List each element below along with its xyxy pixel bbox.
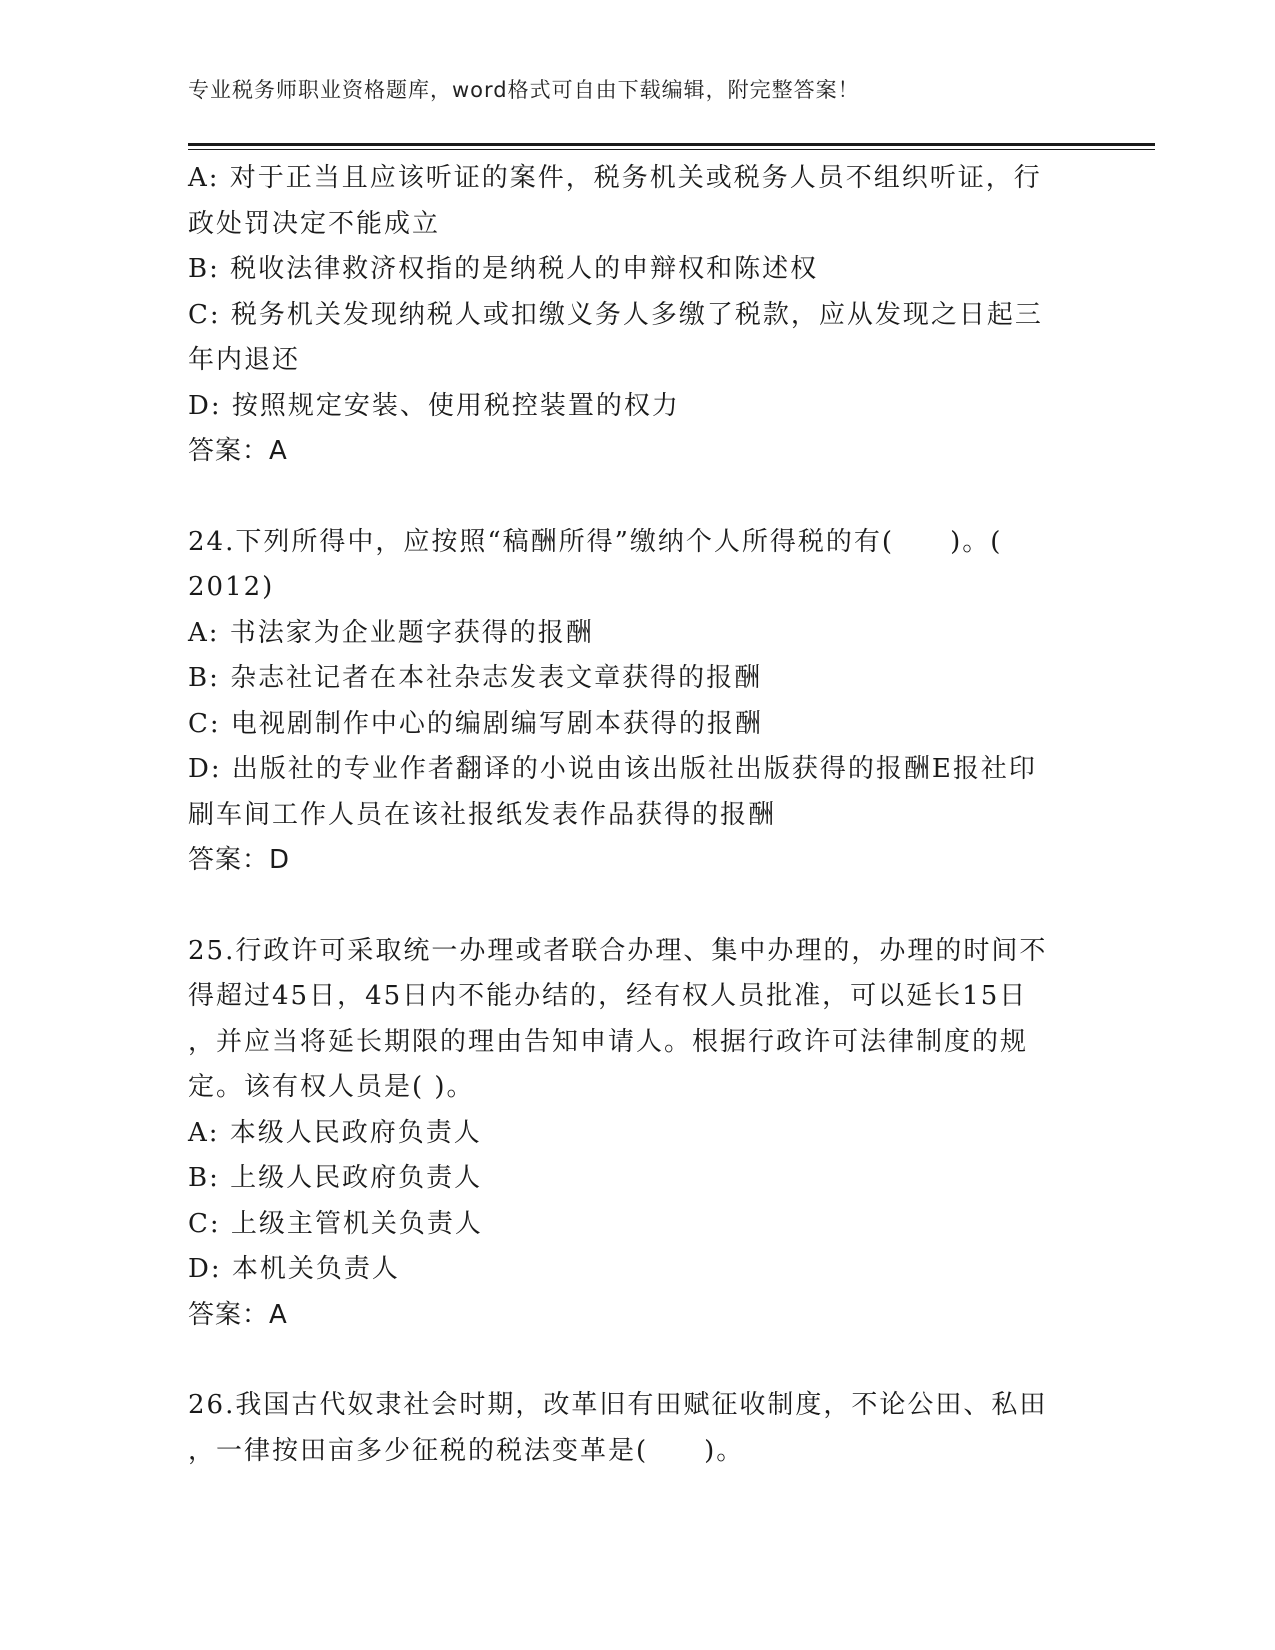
q25-stem: 25.行政许可采取统一办理或者联合办理、集中办理的，办理的时间不 得超过45日，45日内不能办结的，经有权人员批准，可以延长15日 ，并应当将延长期限的理由告知申请人。根据行政许可法律制度的规 定。该有权人员是( )。 bbox=[188, 935, 1048, 1102]
q24-option-b: B: 杂志社记者在本社杂志发表文章获得的报酬 bbox=[188, 663, 763, 693]
q24-answer: 答案：D bbox=[188, 845, 291, 875]
q23-option-d: D: 按照规定安装、使用税控装置的权力 bbox=[188, 390, 680, 421]
q25-answer: 答案：A bbox=[188, 1299, 288, 1330]
spacer bbox=[188, 884, 1088, 929]
q24-option-c: C: 电视剧制作中心的编剧编写剧本获得的报酬 bbox=[188, 708, 763, 739]
q24-option-a: A: 书法家为企业题字获得的报酬 bbox=[188, 617, 594, 648]
page-header: 专业税务师职业资格题库，word格式可自由下载编辑，附完整答案！ bbox=[188, 78, 860, 102]
q23-answer: 答案：A bbox=[188, 436, 288, 466]
q25-option-d: D: 本机关负责人 bbox=[188, 1254, 400, 1284]
header-rule-thin bbox=[188, 149, 1155, 150]
header-rule-thick bbox=[188, 143, 1155, 146]
q25-option-a: A: 本级人民政府负责人 bbox=[188, 1117, 482, 1148]
q24-stem: 24.下列所得中，应按照“稿酬所得”缴纳个人所得税的有( )。( 2012) bbox=[188, 526, 1003, 602]
q24-option-d: D: 出版社的专业作者翻译的小说由该出版社出版获得的报酬E报社印 刷车间工作人员在该社报纸发表作品获得的报酬 bbox=[188, 754, 1037, 830]
spacer bbox=[188, 475, 1088, 520]
q23-option-b: B: 税收法律救济权指的是纳税人的申辩权和陈述权 bbox=[188, 254, 819, 284]
q25-option-c: C: 上级主管机关负责人 bbox=[188, 1208, 483, 1239]
q25-option-b: B: 上级人民政府负责人 bbox=[188, 1163, 483, 1193]
question-content bbox=[188, 156, 1088, 1474]
q23-option-a: A: 对于正当且应该听证的案件，税务机关或税务人员不组织听证，行 政处罚决定不能成立 bbox=[188, 163, 1042, 239]
q26-stem: 26.我国古代奴隶社会时期，改革旧有田赋征收制度，不论公田、私田 ，一律按田亩多少征税的税法变革是( )。 bbox=[188, 1390, 1048, 1466]
spacer bbox=[188, 1338, 1088, 1383]
q23-option-c: C: 税务机关发现纳税人或扣缴义务人多缴了税款，应从发现之日起三 年内退还 bbox=[188, 299, 1043, 375]
